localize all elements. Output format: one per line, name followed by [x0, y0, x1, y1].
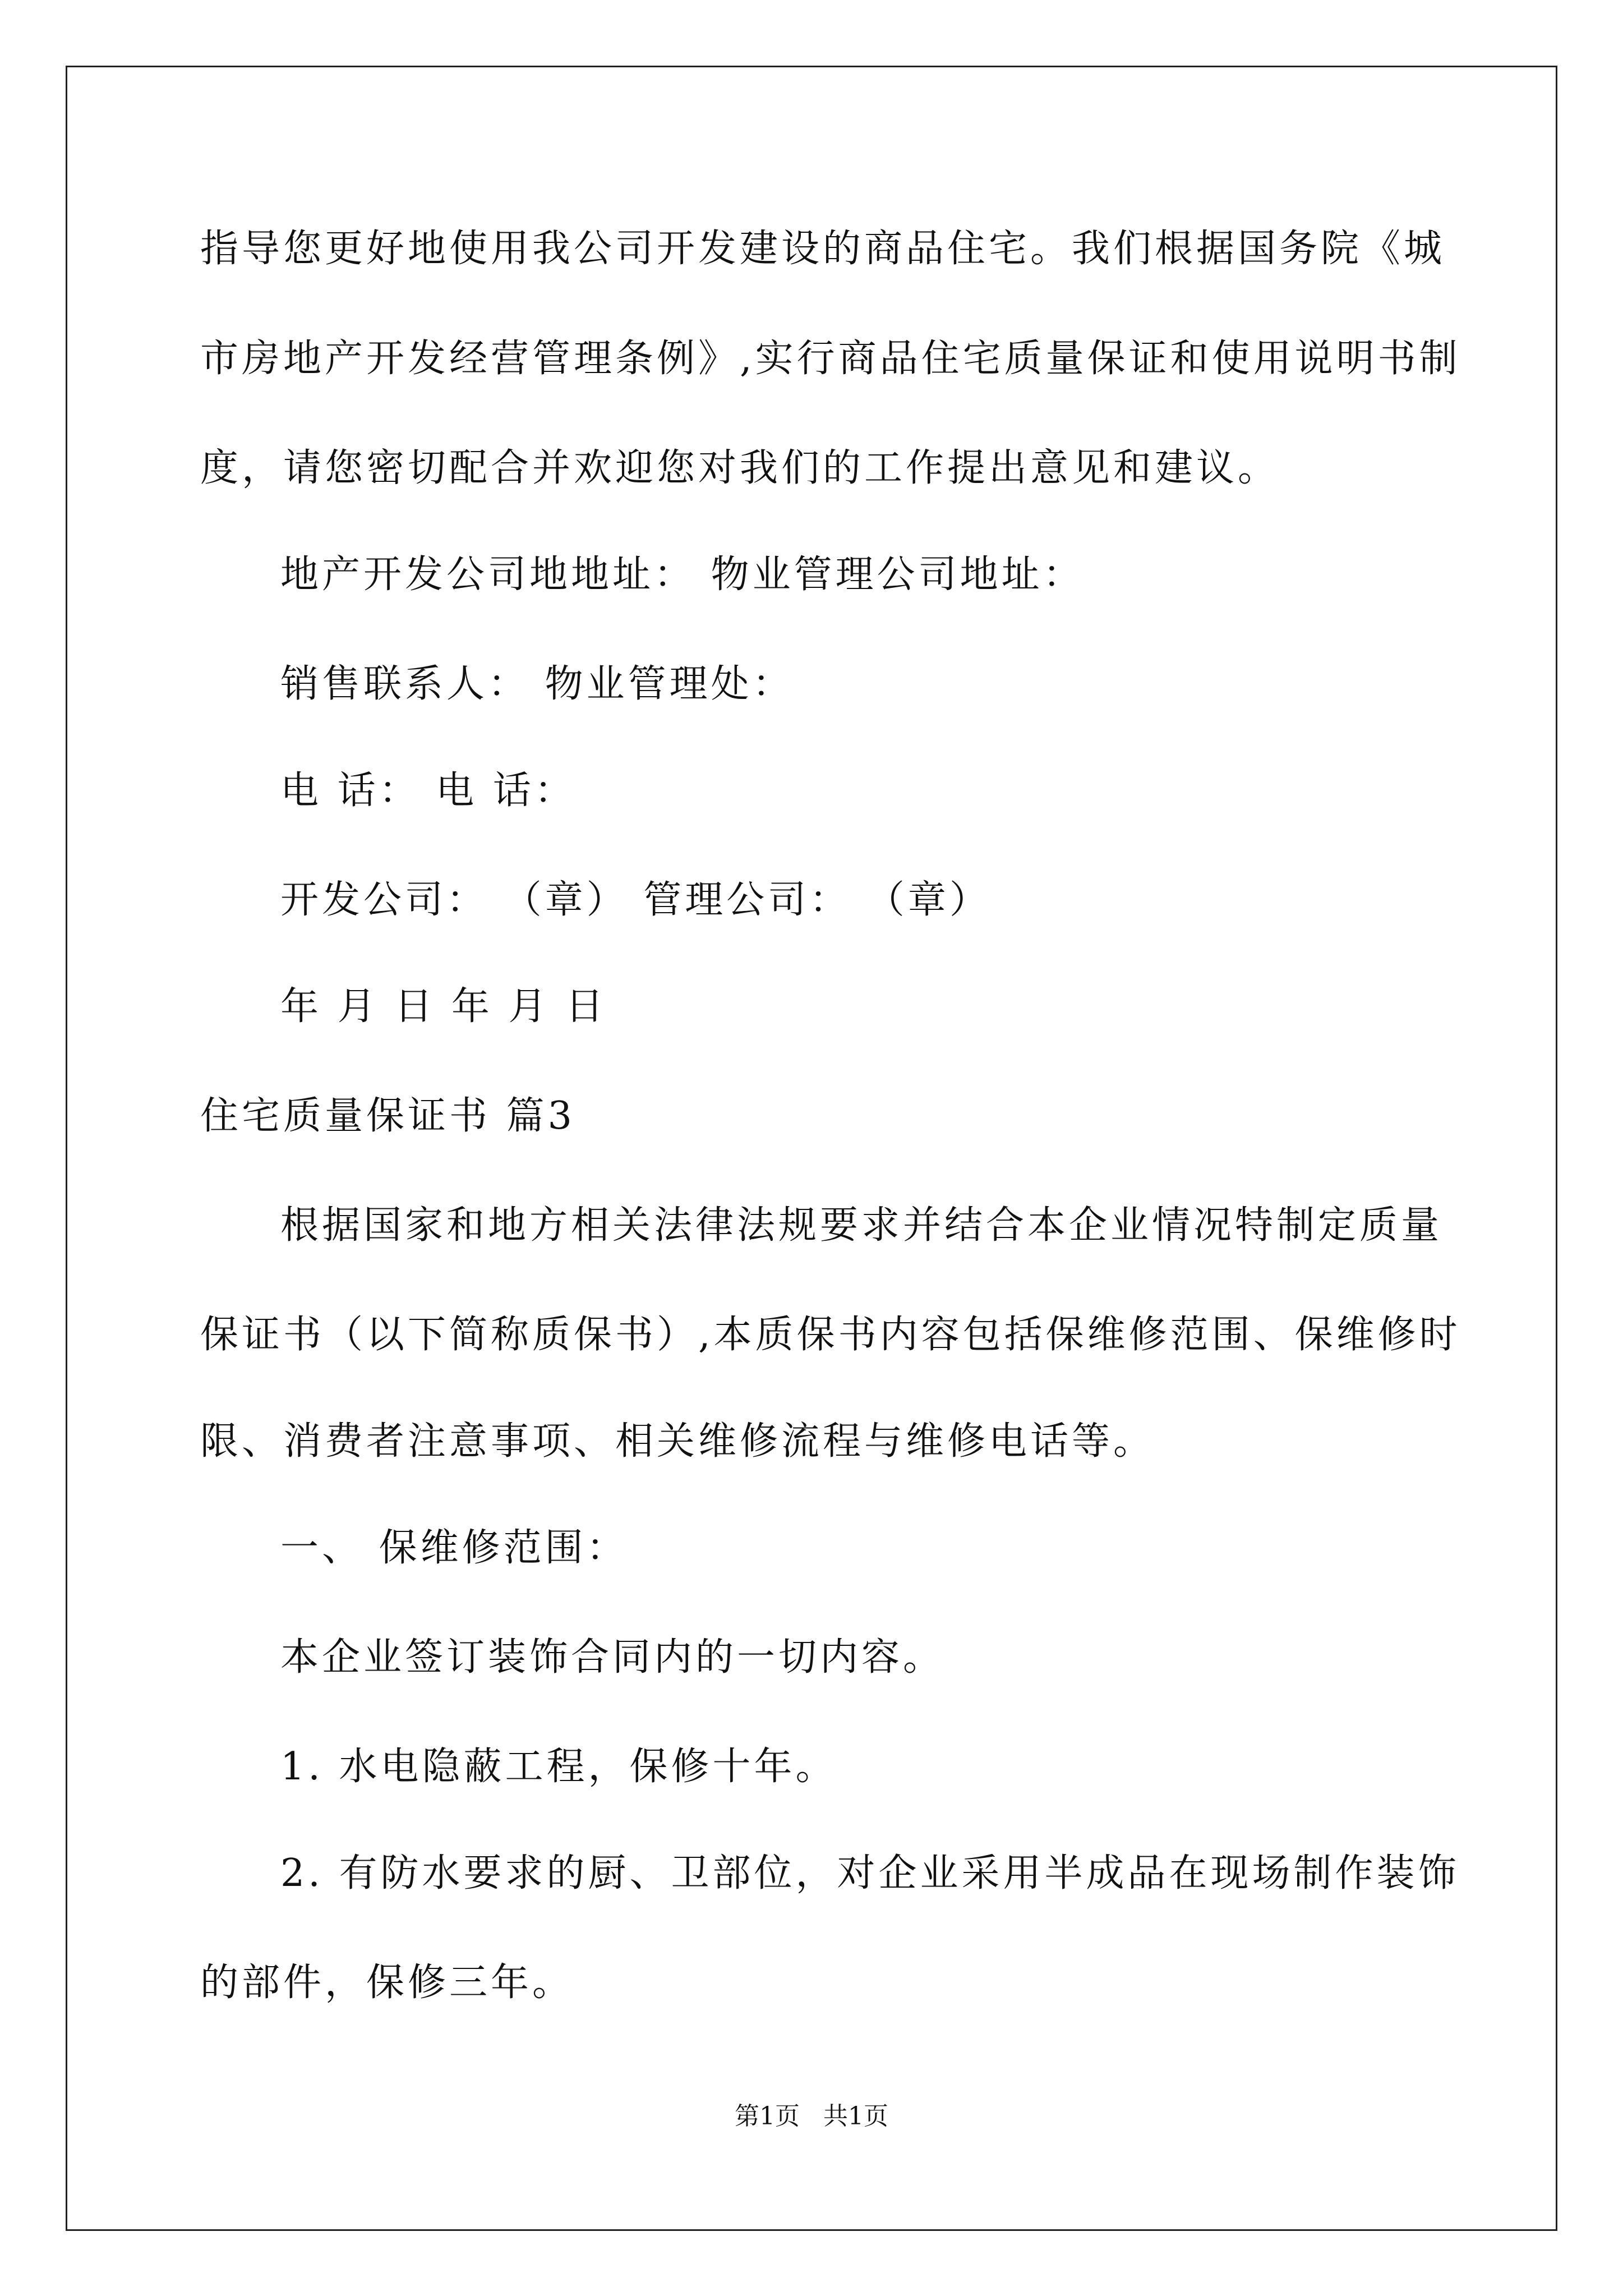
list-heading: 一、 保维修范围：: [280, 1526, 628, 1570]
list-item: 1. 水电隐蔽工程，保修十年。: [280, 1745, 837, 1789]
contact-line: 销售联系人： 物业管理处：: [280, 662, 794, 706]
body-line: 保证书（以下简称质保书）,本质保书内容包括保维修范围、保维修时: [200, 1313, 1461, 1357]
date-line: 年 月 日 年 月 日: [280, 984, 607, 1029]
list-item-continuation: 的部件，保修三年。: [200, 1961, 574, 2005]
list-item: 2. 有防水要求的厨、卫部位，对企业采用半成品在现场制作装饰: [280, 1851, 1460, 1895]
address-line: 地产开发公司地地址： 物业管理公司地址：: [280, 553, 1085, 597]
phone-line: 电 话： 电 话：: [280, 769, 576, 813]
body-line: 指导您更好地使用我公司开发建设的商品住宅。我们根据国务院《城: [200, 227, 1446, 271]
body-line: 限、消费者注意事项、相关维修流程与维修电话等。: [200, 1419, 1155, 1464]
body-line: 根据国家和地方相关法律法规要求并结合本企业情况特制定质量: [280, 1203, 1443, 1248]
page-footer: 第1页 共1页: [735, 2102, 888, 2131]
body-line: 本企业签订装饰合同内的一切内容。: [280, 1635, 945, 1680]
seal-line: 开发公司： （章） 管理公司： （章）: [280, 878, 991, 922]
page-border: [66, 66, 1557, 2231]
body-line: 市房地产开发经营管理条例》,实行商品住宅质量保证和使用说明书制: [200, 337, 1461, 381]
section-heading: 住宅质量保证书 篇3: [200, 1094, 575, 1138]
body-line: 度，请您密切配合并欢迎您对我们的工作提出意见和建议。: [200, 446, 1280, 490]
